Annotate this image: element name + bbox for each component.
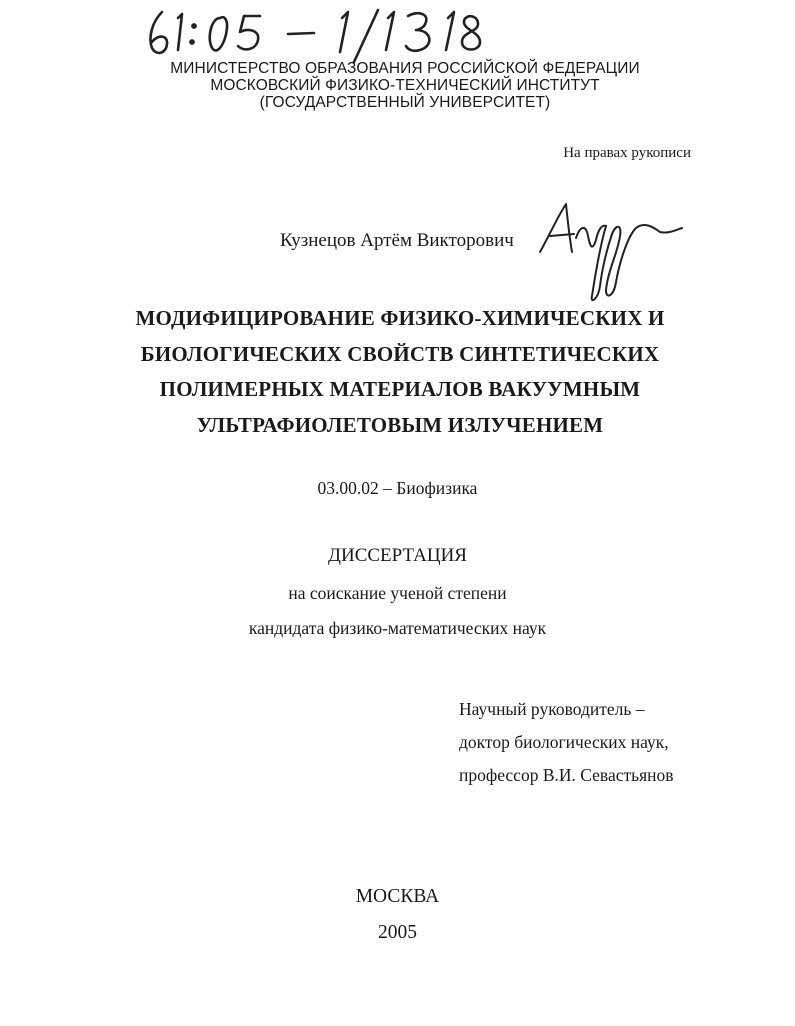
dissertation-title: [60, 301, 740, 443]
title-line: БИОЛОГИЧЕСКИХ СВОЙСТВ СИНТЕТИЧЕСКИХ: [140, 341, 660, 366]
title-line: ПОЛИМЕРНЫХ МАТЕРИАЛОВ ВАКУУМНЫМ: [159, 377, 641, 401]
supervisor-line: Научный руководитель –: [459, 699, 645, 719]
title-line: МОДИФИЦИРОВАНИЕ ФИЗИКО-ХИМИЧЕСКИХ И: [135, 306, 665, 330]
handwritten-signature: [536, 200, 686, 305]
institute-line: МОСКОВСКИЙ ФИЗИКО-ТЕХНИЧЕСКИЙ ИНСТИТУТ: [210, 77, 600, 94]
handwritten-catalog-number: [142, 4, 502, 66]
signature-drawing: [536, 200, 686, 305]
university-line: (ГОСУДАРСТВЕННЫЙ УНИВЕРСИТЕТ): [259, 94, 551, 111]
title-line: УЛЬТРАФИОЛЕТОВЫМ ИЗЛУЧЕНИЕМ: [196, 412, 604, 437]
city: МОСКВА: [355, 886, 440, 907]
specialty-code: 03.00.02 – Биофизика: [317, 478, 478, 498]
degree-line: на соискание ученой степени: [288, 583, 507, 603]
institution-header: [115, 60, 695, 111]
supervisor-line: профессор В.И. Севастьянов: [459, 765, 674, 785]
author-name: Кузнецов Артём Викторович: [280, 230, 514, 251]
degree-line: кандидата физико-математических наук: [248, 618, 547, 638]
year: 2005: [378, 922, 417, 943]
ministry-line: МИНИСТЕРСТВО ОБРАЗОВАНИЯ РОССИЙСКОЙ ФЕДЕРАЦИИ: [170, 60, 640, 77]
supervisor-line: доктор биологических наук,: [459, 732, 669, 752]
manuscript-rights-note: На правах рукописи: [563, 145, 691, 161]
handwritten-catalog-number-drawing: [142, 4, 502, 66]
supervisor-block: [459, 693, 674, 792]
document-type: ДИССЕРТАЦИЯ: [328, 545, 467, 566]
